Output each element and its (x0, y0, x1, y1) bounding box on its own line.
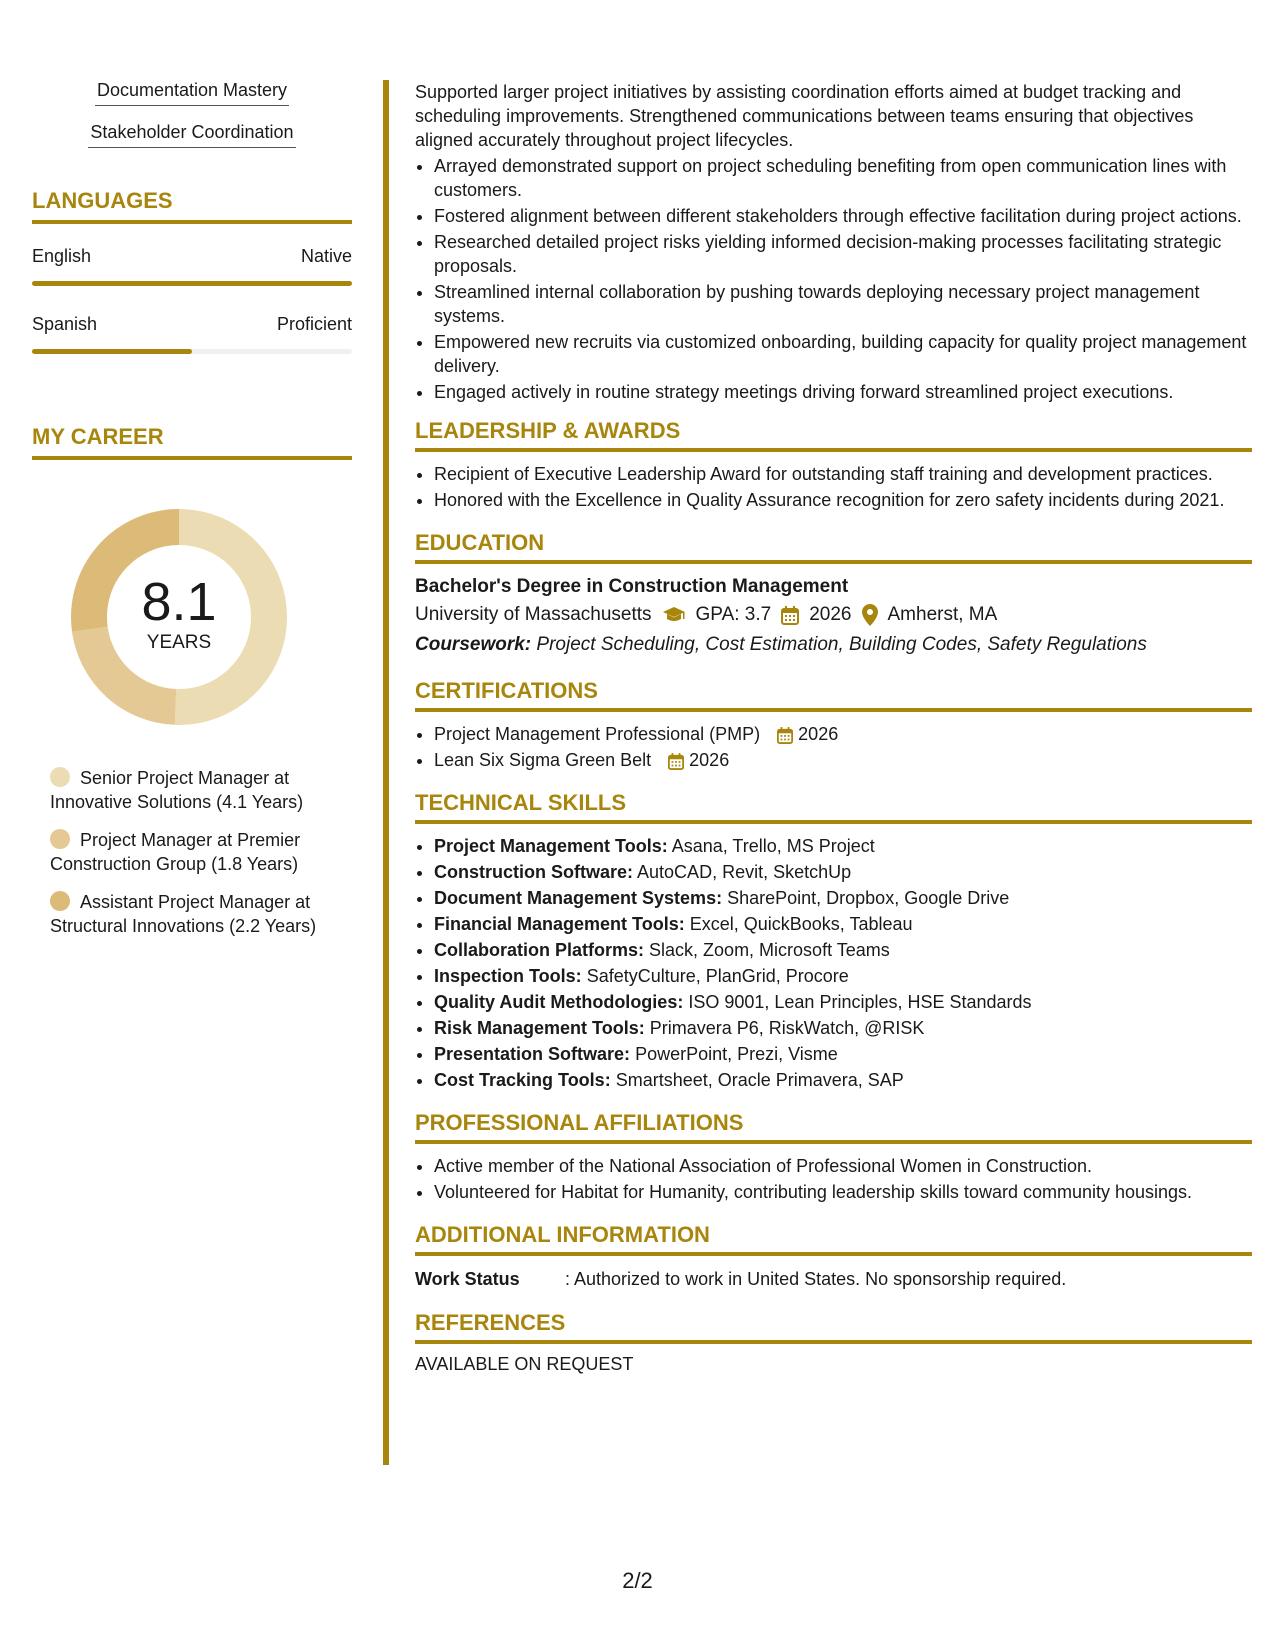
technical-skill-item (434, 1068, 1252, 1092)
skill-values: Excel, QuickBooks, Tableau (689, 914, 913, 934)
career-item (50, 828, 320, 876)
leadership-item: • Honored with the Excellence in Quality Assurance recognition for zero safety incidents during 2021. (434, 488, 1252, 512)
language-bar (32, 349, 352, 354)
technical-skill-item (434, 938, 1252, 962)
career-item-text: Assistant Project Manager at Structural Innovations (2.2 Years) (50, 892, 317, 936)
calendar-icon (668, 753, 684, 770)
leadership-heading: LEADERSHIP & AWARDS (415, 418, 1252, 452)
technical-skill-item (434, 964, 1252, 988)
language-name: Spanish (32, 314, 98, 334)
skill-values: SharePoint, Dropbox, Google Drive (727, 888, 1010, 908)
skill-category: Presentation Software: (434, 1044, 631, 1064)
certifications-heading: CERTIFICATIONS (415, 678, 1252, 712)
career-item (50, 766, 320, 814)
career-dot-icon (50, 891, 70, 911)
work-status-row (415, 1266, 1252, 1292)
skill-tag (32, 122, 352, 148)
education-gpa: GPA: 3.7 (695, 604, 772, 625)
skill-tag-label: Documentation Mastery (95, 80, 289, 106)
affiliation-item: • Volunteered for Habitat for Humanity, contributing leadership skills toward community housings. (434, 1180, 1252, 1204)
career-dot-icon (50, 767, 70, 787)
affiliation-item: • Active member of the National Association of Professional Women in Construction. (434, 1154, 1252, 1178)
skill-category: Inspection Tools: (434, 966, 582, 986)
experience-bullet: • Arrayed demonstrated support on project scheduling benefiting from open communication lines with customers. (434, 154, 1252, 202)
skill-category: Project Management Tools: (434, 836, 668, 856)
additional-info-heading: ADDITIONAL INFORMATION (415, 1222, 1252, 1256)
education-location: Amherst, MA (887, 604, 998, 625)
career-unit: YEARS (146, 632, 212, 653)
references-heading: REFERENCES (415, 1310, 1252, 1344)
education-school: University of Massachusetts (415, 604, 652, 625)
education-entry (415, 574, 1252, 660)
skill-category: Document Management Systems: (434, 888, 723, 908)
experience-bullet: • Researched detailed project risks yielding informed decision-making processes facilitating strategic proposals. (434, 230, 1252, 278)
affiliations-list (415, 1154, 1252, 1204)
leadership-item: • Recipient of Executive Leadership Award for outstanding staff training and development practices. (434, 462, 1252, 486)
language-bar-fill (32, 349, 192, 354)
technical-skill-item (434, 912, 1252, 936)
skill-values: Primavera P6, RiskWatch, @RISK (649, 1018, 925, 1038)
skill-values: ISO 9001, Lean Principles, HSE Standards (688, 992, 1032, 1012)
language-item (32, 314, 352, 354)
skill-category: Quality Audit Methodologies: (434, 992, 684, 1012)
technical-skill-item (434, 990, 1252, 1014)
experience-bullet: • Empowered new recruits via customized onboarding, building capacity for quality project management delivery. (434, 330, 1252, 378)
sidebar (32, 80, 352, 952)
education-degree: Bachelor's Degree in Construction Management (415, 576, 849, 597)
technical-skill-item (434, 860, 1252, 884)
calendar-icon (781, 606, 799, 625)
skill-category: Cost Tracking Tools: (434, 1070, 611, 1090)
skill-tag-label: Stakeholder Coordination (88, 122, 295, 148)
technical-skill-item (434, 886, 1252, 910)
certification-year: 2026 (798, 724, 839, 744)
education-heading: EDUCATION (415, 530, 1252, 564)
certification-name: Lean Six Sigma Green Belt (434, 750, 652, 770)
certifications-list (415, 722, 1252, 772)
skill-category: Risk Management Tools: (434, 1018, 645, 1038)
leadership-list (415, 462, 1252, 512)
page-number: 2/2 (622, 1568, 653, 1593)
language-item (32, 246, 352, 286)
skill-values: Smartsheet, Oracle Primavera, SAP (615, 1070, 904, 1090)
experience-bullet: • Streamlined internal collaboration by pushing towards deploying necessary project management systems. (434, 280, 1252, 328)
career-dot-icon (50, 829, 70, 849)
references-text: AVAILABLE ON REQUEST (415, 1354, 634, 1374)
career-list (32, 766, 352, 938)
skill-values: PowerPoint, Prezi, Visme (635, 1044, 838, 1064)
calendar-icon (777, 727, 793, 744)
skill-values: Slack, Zoom, Microsoft Teams (649, 940, 890, 960)
career-item (50, 890, 320, 938)
technical-skill-item (434, 1042, 1252, 1066)
technical-skills-list (415, 834, 1252, 1092)
education-year: 2026 (809, 604, 852, 625)
language-level: Proficient (276, 314, 352, 334)
languages-heading: LANGUAGES (32, 188, 352, 224)
experience-bullets (415, 154, 1252, 404)
certification-name: Project Management Professional (PMP) (434, 724, 761, 744)
language-bar-fill (32, 281, 352, 286)
column-divider (383, 80, 389, 1465)
skill-values: AutoCAD, Revit, SketchUp (637, 862, 852, 882)
skill-tag (32, 80, 352, 106)
skill-category: Collaboration Platforms: (434, 940, 645, 960)
language-bar (32, 281, 352, 286)
career-item-text: Senior Project Manager at Innovative Solutions (4.1 Years) (50, 768, 304, 812)
career-total: 8.1 (141, 572, 217, 632)
experience-bullet: • Engaged actively in routine strategy meetings driving forward streamlined project executions. (434, 380, 1252, 404)
career-item-text: Project Manager at Premier Construction Group (1.8 Years) (50, 830, 301, 874)
certification-item (434, 748, 1252, 772)
education-coursework (415, 630, 1252, 660)
language-name: English (32, 246, 92, 266)
skill-category: Financial Management Tools: (434, 914, 685, 934)
certification-item (434, 722, 1252, 746)
technical-skills-heading: TECHNICAL SKILLS (415, 790, 1252, 824)
certification-year: 2026 (689, 750, 730, 770)
work-status-value: : Authorized to work in United States. No sponsorship required. (565, 1269, 1067, 1289)
experience-summary: Supported larger project initiatives by assisting coordination efforts aimed at budget tracking and scheduling improvements. Strengthened communications between teams ensuring that objectives aligned accurately throughout project lifecycles. (415, 82, 1194, 150)
language-level: Native (300, 246, 352, 266)
skill-values: Asana, Trello, MS Project (671, 836, 875, 856)
work-status-label: Work Status (415, 1269, 520, 1289)
skill-values: SafetyCulture, PlanGrid, Procore (586, 966, 849, 986)
graduation-cap-icon (662, 606, 686, 624)
coursework-text: Project Scheduling, Cost Estimation, Building Codes, Safety Regulations (536, 634, 1147, 655)
technical-skill-item (434, 834, 1252, 858)
skill-category: Construction Software: (434, 862, 634, 882)
affiliations-heading: PROFESSIONAL AFFILIATIONS (415, 1110, 1252, 1144)
experience-bullet: • Fostered alignment between different stakeholders through effective facilitation during project actions. (434, 204, 1252, 228)
career-donut (66, 504, 292, 730)
location-pin-icon (862, 604, 878, 626)
career-heading: MY CAREER (32, 424, 352, 460)
technical-skill-item (434, 1016, 1252, 1040)
main-content (415, 80, 1252, 1375)
coursework-label: Coursework: (415, 634, 532, 655)
